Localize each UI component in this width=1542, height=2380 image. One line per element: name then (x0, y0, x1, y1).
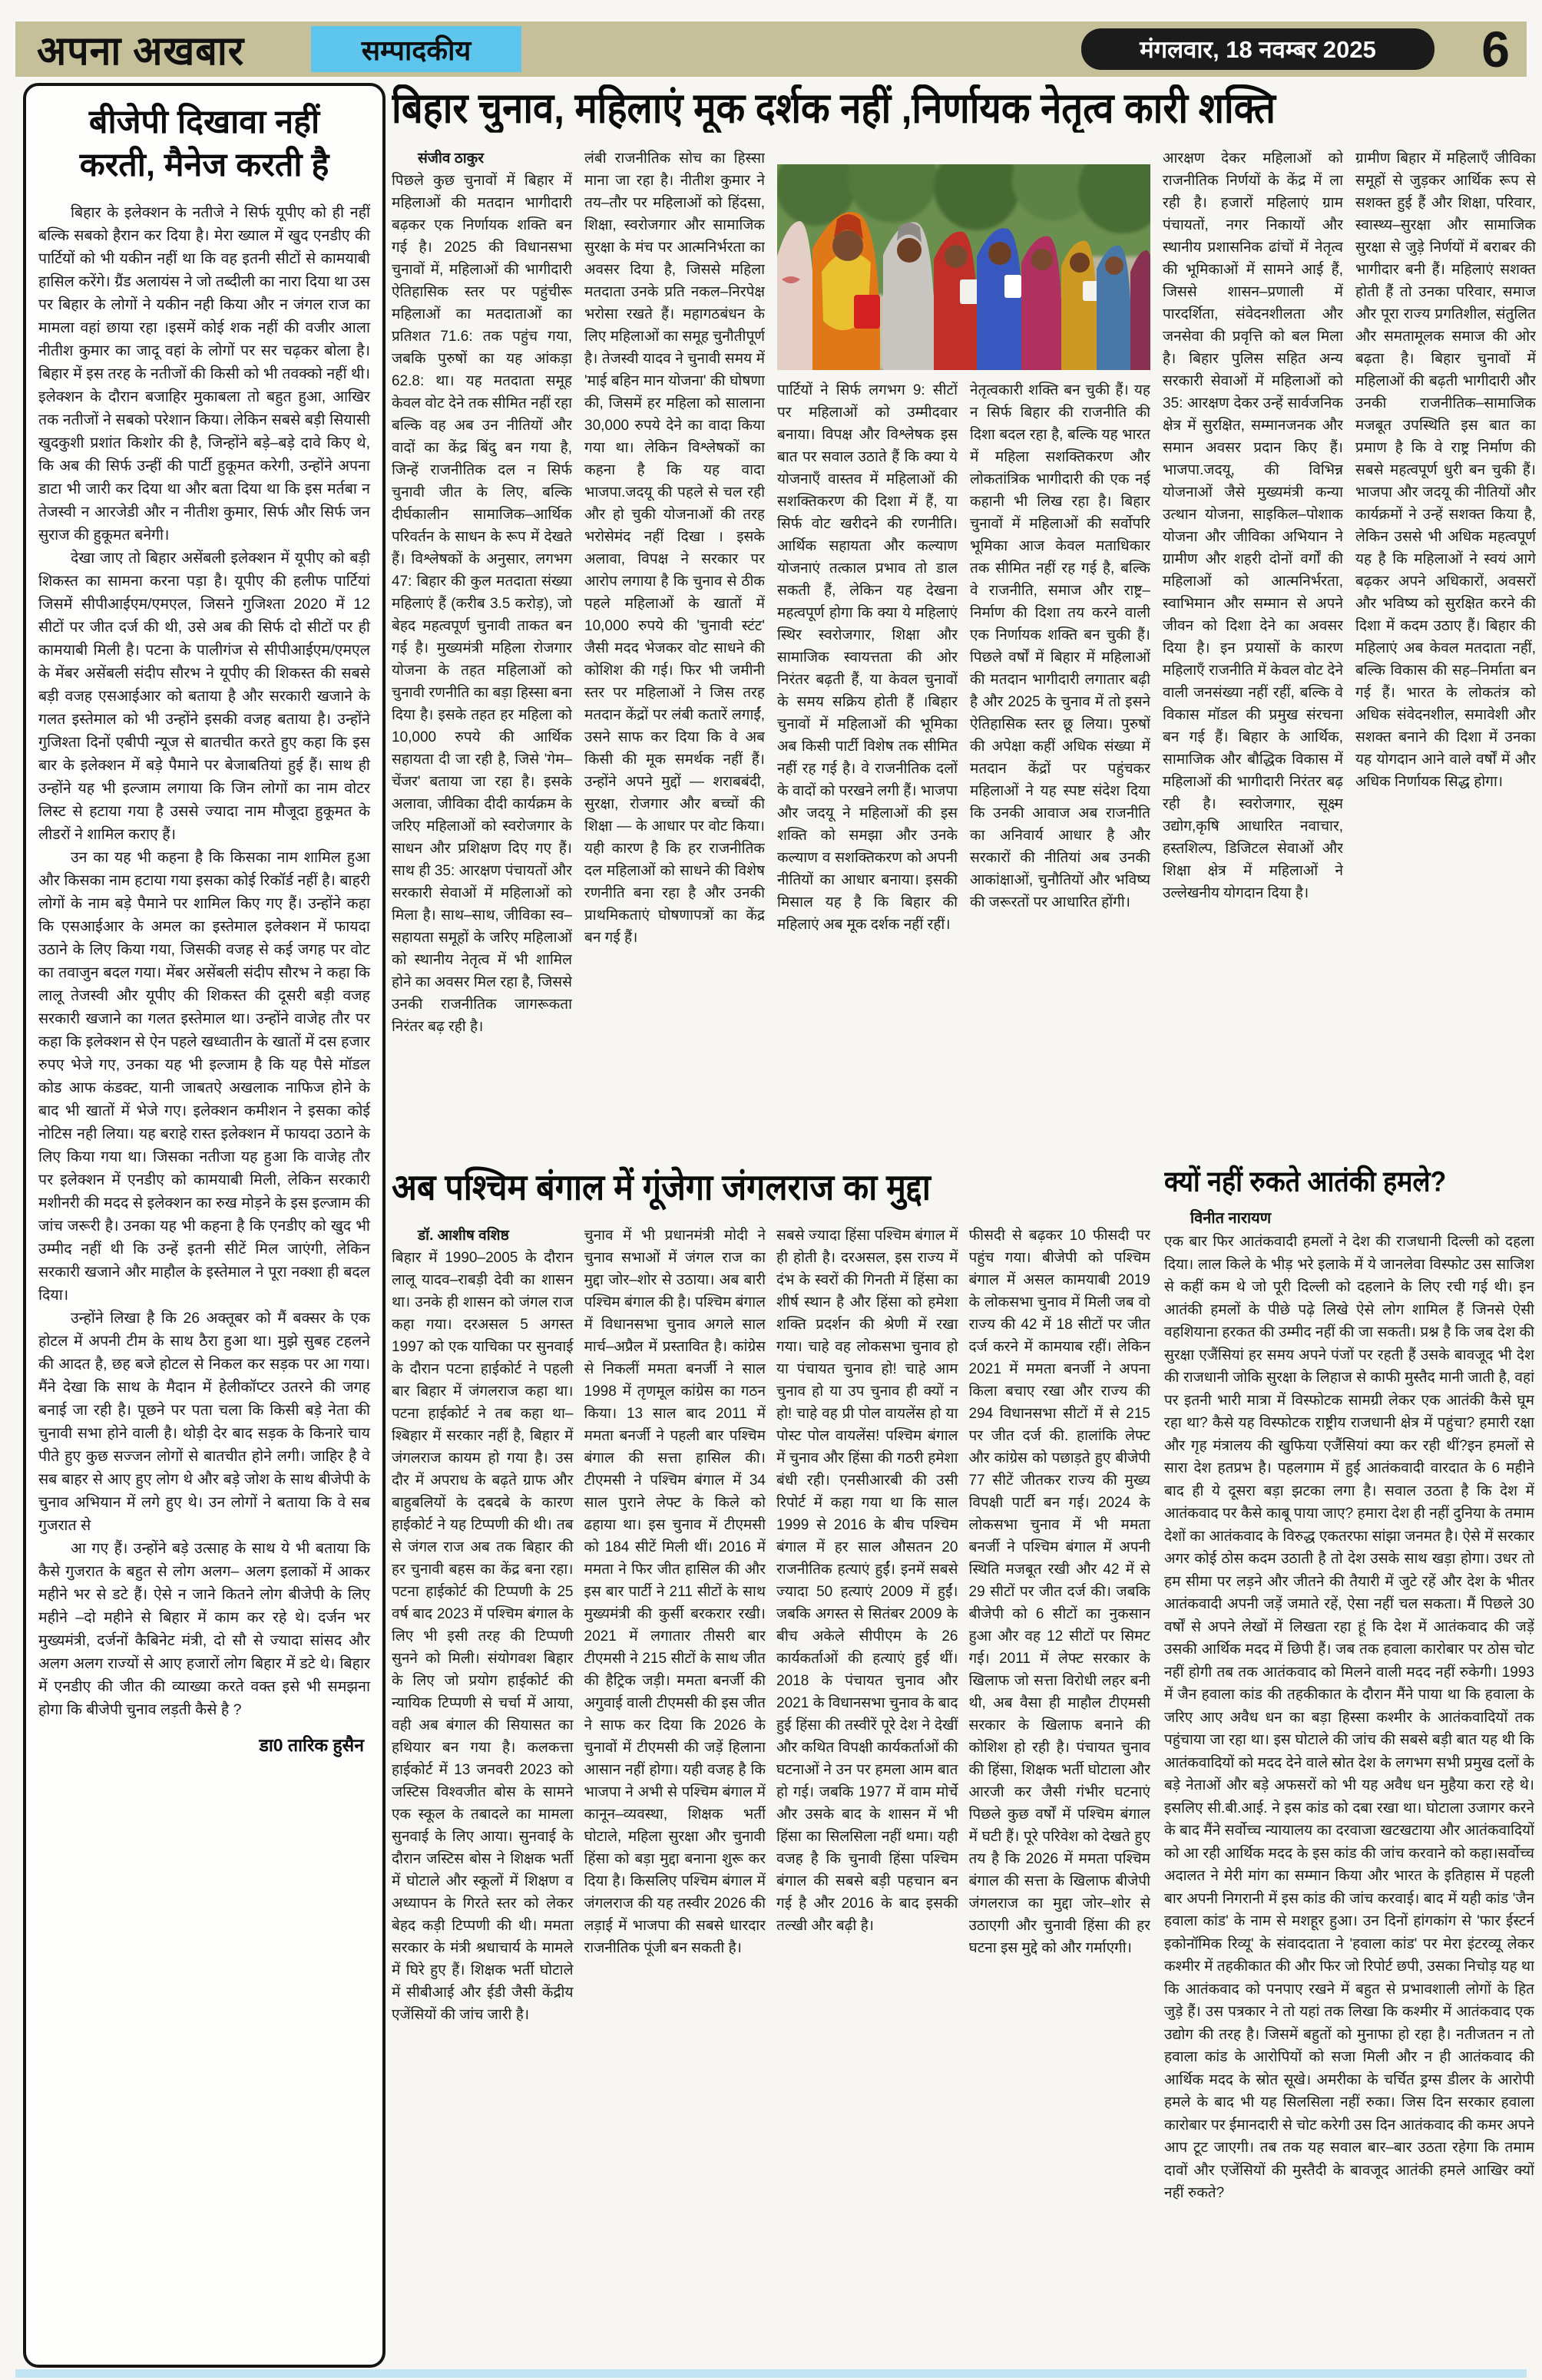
masthead-title: अपना अखबार (37, 28, 245, 74)
women-voters-photo (777, 164, 1150, 370)
bihar-col-5: आरक्षण देकर महिलाओं को राजनीतिक निर्णयों के केंद्र में ला रही है। हजारों महिलाएं ग्राम पंचायतों, नगर निकायों और स्थानीय प्रशासनिक ढांचों में नेतृत्व की भूमिकाओं में सामने आई हैं, जिससे शासन–प्रणाली में पारदर्शिता, संवेदनशीलता और जनसेवा की प्रवृत्ति को बल मिला है। बिहार पुलिस सहित अन्य सरकारी सेवाओं में महिलाओं को 35: आरक्षण देकर उन्हें सार्वजनिक क्षेत्र में सुरक्षित, सम्मानजनक और समान अवसर प्रदान किए हैं। भाजपा.जदयू, की विभिन्न योजनाओं जैसे मुख्यमंत्री कन्या उत्थान योजना, साइकिल–पोशाक योजना और जीविका अभियान ने ग्रामीण और शहरी दोनों वर्गों की महिलाओं को आत्मनिर्भरता, स्वाभिमान और सम्मान से अपने जीवन को दिशा देने का अवसर दिया है। इन प्रयासों के कारण महिलाएँ राजनीति में केवल वोट देने वाली जनसंख्या नहीं रहीं, बल्कि वे विकास मॉडल की प्रमुख संरचना बन गई हैं। बिहार के आर्थिक, सामाजिक और बौद्धिक विकास में महिलाओं की भागीदारी निरंतर बढ़ रही है। स्वरोजगार, सूक्ष्म उद्योग,कृषि आधारित नवाचार, हस्तशिल्प, डिजिटल सेवाओं और शिक्षा क्षेत्र में महिलाओं ने उल्लेखनीय योगदान दिया है। (1163, 150, 1343, 902)
bjp-headline-line2: करती, मैनेज करती है (79, 146, 329, 183)
bihar-col-2: लंबी राजनीतिक सोच का हिस्सा माना जा रहा है। नीतीश कुमार ने तय–तौर पर महिलाओं को हिंदसा, शिक्षा, स्वरोजगार और सामाजिक सुरक्षा के मंच पर आत्मनिर्भरता का अवसर दिया है, जिससे महिला मतदाता उनके प्रति नकल–निरपेक्ष भरोसा रखते हैं। महागठबंधन के लिए महिलाओं का समूह चुनौतीपूर्ण है। तेजस्वी यादव ने चुनावी समय में 'माई बहिन मान योजना' की घोषणा की, जिसमें हर महिला को सालाना 30,000 रुपये देने का वादा किया गया था। लेकिन विश्लेषकों का कहना है कि यह वादा भाजपा.जदयू की पहले से चल रही और हो चुकी योजनाओं की तरह भरोसेमंद नहीं दिखा । इसके अलावा, विपक्ष ने सरकार पर आरोप लगाया है कि चुनाव से ठीक पहले महिलाओं के खातों में 10,000 रुपये की 'चुनावी स्टंट' जैसी मदद भेजकर वोट साधने की कोशिश की गई। फिर भी जमीनी स्तर पर महिलाओं ने जिस तरह मतदान केंद्रों पर लंबी कतारें लगाईं, उसने साफ कर दिया कि वे अब किसी की मूक समर्थक नहीं हैं। उन्होंने अपने मुद्दों — शराबबंदी, सुरक्षा, रोजगार और बच्चों की शिक्षा — के आधार पर वोट किया। यही कारण है कि हर राजनीतिक दल महिलाओं को साधने की विशेष रणनीति बना रहा है और उनकी प्राथमिकताएं घोषणापत्रों का केंद्र बन गई हैं। (584, 150, 765, 947)
terror-article-text: एक बार फिर आतंकवादी हमलों ने देश की राजधानी दिल्ली को दहला दिया। लाल किले के भीड़ भरे इलाके में ये जानलेवा विस्फोट उस साजिश से कहीं कम थे जो पूरी दिल्ली को दहलाने के लिए रची गई थी। इन आतंकी हमलों के पीछे पढ़े लिखे ऐसे लोग शामिल हैं जिनसे ऐसी वहशियाना हरकत की उम्मीद नहीं की जा सकती। प्रश्न है कि जब देश की सुरक्षा एजैंसियां हर समय अपने पंजों पर रहती हैं उसके बावजूद भी देश की राजधानी जोकि सुरक्षा के लिहाज से काफी मुस्तैद मानी जाती है, वहां पर इतनी भारी मात्रा में विस्फोटक सामग्री लेकर एक आतंकी कैसे घूम रहा था? कैसे यह विस्फोटक राष्ट्रीय राजधानी क्षेत्र में पहुंचा? हमारी रक्षा और गृह मंत्रालय की खुफिया एजैंसियां क्या कर रही थीं?इन हमलों से सारा देश हतप्रभ है। पहलगाम में हुई आतंकवादी वारदात के 6 महीने बाद ही ये दूसरा बड़ा झटका लगा है। सवाल उठता है कि देश में आतंकवाद पर कैसे काबू पाया जाए? हमारा देश ही नहीं दुनिया के तमाम देशों का आतंकवाद के विरुद्ध एकतरफा सांझा जनमत है। ऐसे में सरकार अगर कोई ठोस कदम उठाती है तो देश उसके साथ खड़ा होगा। उधर तो हम सीमा पर लड़ने और जीतने की तैयारी में जुटे रहें और देश के भीतर आतंकवादी अपनी जड़ें जमाते रहें, ऐसा नहीं चल सकता। मैं पिछले 30 वर्षों से अपने लेखों में लिखता रहा हूं कि देश में आतंकवाद की जड़ें उसकी आर्थिक मदद में छिपी हैं। जब तक हवाला कारोबार पर ठोस चोट नहीं होगी तब तक आतंकवाद को मिलने वाली मदद नहीं रुकेगी। 1993 में जैन हवाला कांड की तहकीकात के दौरान मैंने पाया था कि हवाला के जरिए आए अवैध धन का बड़ा हिस्सा कश्मीर के आतंकवादियों तक पहुंचाया जा रहा था। इस घोटाले की जांच की सबसे बड़ी बात यह थी कि आतंकवादियों को मदद देने वाले स्रोत देश के लगभग सभी प्रमुख दलों के बड़े नेताओं और बड़े अफसरों को भी यह अवैध धन मुहैया करा रहे थे। इसलिए सी.बी.आई. ने इस कांड को दबा रखा था। घोटाला उजागर करने के बाद मैंने सर्वोच्च न्यायालय का दरवाजा खटखटाया और आतंकवादियों को आ रही आर्थिक मदद के इस कांड की जांच करवाने को कहा।सर्वोच्च अदालत ने मेरी मांग का सम्मान किया और भारत के इतिहास में पहली बार अपनी निगरानी में इस कांड की जांच करवाई। बाद में यही कांड 'जैन हवाला कांड' के नाम से मशहूर हुआ। उन दिनों हांगकांग से 'फार ईस्टर्न इकोनॉमिक रिव्यू' के संवाददाता ने 'हवाला कांड' पर मेरा इंटरव्यू लेकर कश्मीर में तहकीकात की और फिर जो रिपोर्ट छपी, उसका निचोड़ यह था कि आतंकवाद को पनपाए रखने में बहुत से प्रभावशाली लोगों के हित जुड़े हैं। उस पत्रकार ने तो यहां तक लिखा कि कश्मीर में आतंकवाद एक उद्योग की तरह है। जिसमें बहुतों को मुनाफा हो रहा है। नतीजतन न तो हवाला कांड के आरोपियों को सजा मिली और न ही आतंकवाद की आर्थिक मदद के स्रोत सूखे। अमरीका के चर्चित ड्रग्स डीलर के आरोपी हमले के बाद भी यह सिलसिला नहीं रुका। जिस दिन सरकार हवाला कारोबार पर ईमानदारी से चोट करेगी उस दिन आतंकवाद की कमर अपने आप टूट जाएगी। तब तक यह सवाल बार–बार उठता रहेगा कि तमाम दावों और एजेंसियों की मुस्तैदी के बावजूद आतंकी हमले आखिर क्यों नहीं रुकते? (1164, 1234, 1534, 2201)
article-terror-attacks (1164, 1161, 1534, 2368)
bjp-paragraph: उन्होंने लिखा है कि 26 अक्तूबर को मैं बक्सर के एक होटल में अपनी टीम के साथ ठैरा हुआ था। मुझे सुबह टहलने की आदत है, छह बजे होटल से निकल कर सड़क पर आ गया। मैंने देखा कि साथ के मैदान में हेलीकॉप्टर उतरने की जगह बनाई जा रही है। पूछने पर पता चला कि किसी बड़े नेता की चुनावी सभा होने वाली है। थोड़ी देर बाद सड़क के किनारे चाय पीते हुए कुछ सज्जन लोगों से बातचीत होने लगी। जाहिर है वे सब बाहर से आए हुए लोग थे और बड़े जोश के साथ बीजेपी के चुनाव अभियान में लगे हुए थे। उन लोगों ने बताया कि वे सब गुजरात से (38, 1309, 370, 1534)
page-number: 6 (1481, 21, 1510, 78)
article-bihar-women (392, 81, 1536, 1156)
wb-col-4: फीसदी से बढ़कर 10 फीसदी पर पहुंच गया। बीजेपी को पश्चिम बंगाल में असल कामयाबी 2019 के लोकसभा चुनाव में मिली जब वो राज्य की 42 में 18 सीटों पर जीत दर्ज करने में कामयाब रहीं। लेकिन 2021 में ममता बनर्जी ने अपना किला बचाए रखा और राज्य की 294 विधानसभा सीटों में से 215 पर जीत दर्ज की. हालांकि लेफ्ट और कांग्रेस को पछाड़ते हुए बीजेपी 77 सीटें जीतकर राज्य की मुख्य विपक्षी पार्टी बन गई। 2024 के लोकसभा चुनाव में भी ममता बनर्जी ने पश्चिम बंगाल में अपनी स्थिति मजबूत रखी और 42 में से 29 सीटों पर जीत दर्ज की। जबकि बीजेपी को 6 सीटों का नुकसान हुआ और वह 12 सीटों पर सिमट गई। 2011 में लेफ्ट सरकार के खिलाफ जो सत्ता विरोधी लहर बनी थी, अब वैसा ही माहौल टीएमसी सरकार के खिलाफ बनाने की कोशिश हो रही है। पंचायत चुनाव की हिंसा, शिक्षक भर्ती घोटाला और आरजी कर जैसी गंभीर घटनाएं पिछले कुछ वर्षों में पश्चिम बंगाल में घटी हैं। पूरे परिवेश को देखते हुए तय है कि 2026 में ममता पश्चिम बंगाल की सत्ता के खिलाफ बीजेपी जंगलराज का मुद्दा जोर–शोर से उठाएगी और चुनावी हिंसा की हर घटना इस मुद्दे को और गर्माएगी। (968, 1228, 1150, 1956)
bjp-paragraph: बिहार के इलेक्शन के नतीजे ने सिर्फ यूपीए को ही नहीं बल्कि सबको हैरान कर दिया है। मेरा ख्याल में खुद एनडीए की पार्टियों को भी यकीन नहीं था कि वह इतनी सीटों से कामयाबी हासिल करेंगे। ग्रैंड अलायंस ने जो तब्दीली का नारा दिया था उस पर बिहार के लोगों ने यकीन नही किया और न जंगल राज का मामला वहां छाया रहा ।इसमें कोई शक नहीं की वजीर आला नीतीश कुमार का जादू वहां के लोगों पर सर चढ़कर बोला है। बिहार में इस तरह के नतीजों की किसी को भी तवक्को नहीं थी। इलेक्शन के दौरान बजाहिर मुकाबला तो बहुत हुआ, आखिर तक नतीजों ने सबको परेशान किया। लेकिन सबसे बड़ी सियासी खुदकुशी प्रशांत किशोर की है, जिन्होंने बड़े–बड़े दावे किए थे, कि अब की सिर्फ उन्हीं की पार्टी हुकूमत करेगी, उन्होंने अपना डाटा भी जारी कर दिया था और बता दिया था कि इस मर्तबा न तेजस्वी न आरजेडी और न नीतीश कुमार, सिर्फ और सिर्फ जन सुराज की हुकूमत बनेगी। (38, 203, 370, 544)
bjp-paragraph: उन का यह भी कहना है कि किसका नाम शामिल हुआ और किसका नाम हटाया गया इसका कोई रिकॉर्ड नहीं है। बाहरी लोगों के नाम बड़े पैमाने पर शामिल किए गए हैं। उन्होंने कहा कि एसआईआर के अमल का इस्तेमाल इलेक्शन में फायदा उठाने के लिए किया गया, जिसकी वजह से कई जगह पर वोट का तवाजुन बदल गया। मेंबर असेंबली संदीप सौरभ ने कहा कि लालू तेजस्वी और यूपीए की शिकस्त की दूसरी बड़ी वजह सरकारी खजाने का गलत इस्तेमाल था। उन्होंने वाजेह तौर पर कहा कि इलेक्शन से ऐन पहले खध्वातीन के खातों में दस हजार रुपए भेजे गए, उनका यह भी इल्जाम है कि यह पैसे मॉडल कोड आफ कंडक्ट, यानी जाबतऐ अखलाक नाफिज होने के बाद भी खातों में भेजे गए। इलेक्शन कमीशन ने इसका कोई नोटिस नही लिया। यह बराहे रास्त इलेक्शन में फायदा उठाने के लिए किया गया था। जिसका नतीजा यह हुआ कि वाजेह तौर पर इलेक्शन में एनडीए को कामयाबी मिली, लेकिन सरकारी मशीनरी की मदद से इलेक्शन का रुख मोड़ने के इस इल्जाम की जांच जरूरी है। उनका यह भी कहना है कि एनडीए को खुद भी उम्मीद नहीं थी कि उन्हें इतनी सीटें मिल जाएंगी, लेकिन सरकारी खजाने और माहौल के इस्तेमाल ने पूरा नक्शा ही बदल दिया। (38, 848, 370, 1304)
wb-col-3: सबसे ज्यादा हिंसा पश्चिम बंगाल में ही होती है। दरअसल, इस राज्य में दंभ के स्वरों की गिनती में हिंसा का शीर्ष स्थान है और हिंसा को हमेशा शक्ति प्रदर्शन की श्रेणी में रखा गया। चाहे वह लोकसभा चुनाव हो या पंचायत चुनाव हो! चाहे आम चुनाव हो या उप चुनाव ही क्यों न हो! चाहे वह प्री पोल वायलेंस हो या पोस्ट पोल वायलेंस! पश्चिम बंगाल में चुनाव और हिंसा की गठरी हमेशा बंधी रही। एनसीआरबी की उसी रिपोर्ट में कहा गया था कि साल 1999 से 2016 के बीच पश्चिम बंगाल में हर साल औसतन 20 राजनीतिक हत्याएं हुईं। इनमें सबसे ज्यादा 50 हत्याएं 2009 में हुईं। जबकि अगस्त से सितंबर 2009 के बीच अकेले सीपीएम के 26 कार्यकर्ताओं की हत्याएं हुई थीं। 2018 के पंचायत चुनाव और 2021 के विधानसभा चुनाव के बाद हुई हिंसा की तस्वीरें पूरे देश ने देखीं और कथित विपक्षी कार्यकर्ताओं की घटनाओं ने उन पर हमला आम बात हो गई। जबकि 1977 में वाम मोर्चे और उसके बाद के शासन में भी हिंसा का सिलसिला नहीं थमा। यही वजह है कि चुनावी हिंसा पश्चिम बंगाल की सबसे बड़ी पहचान बन गई है और 2016 के बाद इसकी तल्खी और बढ़ी है। (776, 1228, 958, 1934)
terror-article-byline: विनीत नारायण (1190, 1210, 1272, 1227)
date-badge: मंगलवार, 18 नवम्बर 2025 (1081, 28, 1434, 70)
terror-article-headline: क्यों नहीं रुकते आतंकी हमले? (1164, 1165, 1447, 1198)
women-voters-photo-art (777, 164, 1150, 370)
wb-col-2: चुनाव में भी प्रधानमंत्री मोदी ने चुनाव सभाओं में जंगल राज का मुद्दा जोर–शोर से उठाया। अब बारी पश्चिम बंगाल की है। पश्चिम बंगाल में विधानसभा चुनाव अगले साल मार्च–अप्रैल में प्रस्तावित है। कांग्रेस से निकलीं ममता बनर्जी ने साल 1998 में तृणमूल कांग्रेस का गठन किया। 13 साल बाद 2011 में ममता बनर्जी ने पहली बार पश्चिम बंगाल की सत्ता हासिल की। टीएमसी ने पश्चिम बंगाल में 34 साल पुराने लेफ्ट के किले को ढहाया था। इस चुनाव में टीएमसी को 184 सीटें मिली थीं। 2016 में ममता ने फिर जीत हासिल की और इस बार पार्टी ने 211 सीटों के साथ मुख्यमंत्री की कुर्सी बरकरार रखी। 2021 में लगातार तीसरी बार टीएमसी ने 215 सीटों के साथ जीत की हैट्रिक जड़ी। ममता बनर्जी की अगुवाई वाली टीएमसी की इस जीत ने साफ कर दिया कि 2026 के चुनावों में टीएमसी की जड़ें हिलाना आसान नहीं होगा। यही वजह है कि भाजपा ने अभी से पश्चिम बंगाल में कानून–व्यवस्था, शिक्षक भर्ती घोटाले, महिला सुरक्षा और चुनावी हिंसा को बड़ा मुद्दा बनाना शुरू कर दिया है। किसलिए पश्चिम बंगाल में जंगलराज की यह तस्वीर 2026 की लड़ाई में भाजपा की सबसे धारदार राजनीतिक पूंजी बन सकती है। (584, 1228, 766, 1956)
section-label: सम्पादकीय (311, 26, 521, 72)
bjp-paragraph: देखा जाए तो बिहार असेंबली इलेक्शन में यूपीए को बड़ी शिकस्त का सामना करना पड़ा है। यूपीए की हलीफ पार्टियां जिसमें सीपीआईएम/एमएल, जिसने गुजिश्ता 2020 में 12 सीटों पर जीत दर्ज की थी, उसे अब की सिर्फ दो सीटों पर ही कामयाबी मिली है। पटना के पालीगंज से सीपीआईएम/एमएल के मेंबर असेंबली संदीप सौरभ ने यूपीए की शिकस्त की सबसे बड़ी वजह एसआईआर को बताया है और सरकारी खजाने के गलत इस्तेमाल को भी उन्होंने इसकी वजह बताया है। उन्होंने गुजिश्ता दिनों एबीपी न्यूज से बातचीत करते हुए कहा कि इस बार के इलेक्शन में बड़े पैमाने पर बेजाबतियां हुई हैं। साथ ही उन्होंने यह भी इल्जाम लगाया कि जिन लोगों का नाम वोटर लिस्ट से हटाया गया है उससे ज्यादा नाम मौजूदा हुकूमत के लीडरों ने शामिल कराए हैं। (38, 549, 370, 843)
wb-article-headline: अब पश्चिम बंगाल में गूंजेगा जंगलराज का मुद्दा (392, 1167, 931, 1208)
bihar-col-6: ग्रामीण बिहार में महिलाएँ जीविका समूहों से जुड़कर आर्थिक रूप से सशक्त हुई हैं और शिक्षा, परिवार, स्वास्थ्य–सुरक्षा और सामाजिक सुरक्षा से जुड़े निर्णयों में बराबर की भागीदार बनी हैं। महिलाएं सशक्त होती हैं तो उनका परिवार, समाज और पूरा राज्य प्रगतिशील, संतुलित और समतामूलक समाज की ओर बढ़ता है। बिहार चुनावों में महिलाओं की बढ़ती भागीदारी और उनकी राजनीतिक–सामाजिक मजबूत उपस्थिति इस बात का प्रमाण है कि वे राष्ट्र निर्माण की सबसे महत्वपूर्ण धुरी बन चुकी हैं। भाजपा और जदयू की नीतियों और कार्यक्रमों ने उन्हें सशक्त किया है, लेकिन उससे भी अधिक महत्वपूर्ण यह है कि महिलाओं ने स्वयं आगे बढ़कर अपने अधिकारों, अवसरों और भविष्य को सुरक्षित करने की दिशा में कदम उठाए हैं। बिहार की महिलाएं अब केवल मतदाता नहीं, बल्कि विकास की सह–निर्माता बन गई हैं। भारत के लोकतंत्र को अधिक संवेदनशील, समावेशी और सशक्त बनाने की दिशा में उनका यह योगदान आने वाले वर्षों में और अधिक निर्णायक सिद्ध होगा। (1355, 150, 1536, 791)
bihar-article-body (392, 147, 1536, 1145)
bihar-col-1-text: पिछले कुछ चुनावों में बिहार में महिलाओं की मतदान भागीदारी बढ़कर एक निर्णायक शक्ति बन गई है। 2025 की विधानसभा चुनावों में, महिलाओं की भागीदारी ऐतिहासिक स्तर पर पहुंचीरू महिलाओं का मतदाताओं का प्रतिशत 71.6: तक पहुंच गया, जबकि पुरुषों का यह आंकड़ा 62.8: था। यह मतदाता समूह केवल वोट देने तक सीमित नहीं रहा बल्कि वह अब उन नीतियों और वादों का केंद्र बिंदु बन गया है, जिन्हें राजनीतिक दल न सिर्फ चुनावी जीत के लिए, बल्कि दीर्घकालीन सामाजिक–आर्थिक परिवर्तन के साधन के रूप में देखते हैं। विश्लेषकों के अनुसार, लगभग 47: बिहार की कुल मतदाता संख्या महिलाएं हैं (करीब 3.5 करोड़), जो बेहद महत्वपूर्ण चुनावी ताकत बन गई है। मुख्यमंत्री महिला रोजगार योजना के तहत महिलाओं को चुनावी रणनीति का बड़ा हिस्सा बना दिया है। इसके तहत हर महिला को 10,000 रुपये की आर्थिक सहायता दी जा रही है, जिसे 'गेम–चेंजर' बताया जा रहा है। इसके अलावा, जीविका दीदी कार्यक्रम के जरिए महिलाओं को स्वरोजगार के साधन और प्रशिक्षण दिए गए हैं। साथ ही 35: आरक्षण पंचायतों और सरकारी सेवाओं में महिलाओं को मिला है। साथ–साथ, जीविका स्व–सहायता समूहों के जरिए महिलाओं को स्थानीय नेतृत्व में भी शामिल होने का अवसर मिल रहा है, जिससे उनकी राजनीतिक जागरूकता निरंतर बढ़ रही है। (392, 173, 572, 1036)
bjp-article-body (38, 201, 370, 1721)
bihar-col-1 (392, 147, 572, 1145)
bjp-article-byline: डा0 तारिक हुसैन (259, 1734, 364, 1755)
wb-col-1-text: बिहार में 1990–2005 के दौरान लालू यादव–राबड़ी देवी का शासन था। उनके ही शासन को जंगल राज कहा गया। दरअसल 5 अगस्त 1997 को एक याचिका पर सुनवाई के दौरान पटना हाईकोर्ट ने पहली बार बिहार में जंगलराज कहा था। पटना हाईकोर्ट ने तब कहा था– श्बिहार में सरकार नहीं है, बिहार में जंगलराज कायम हो गया है। उस दौर में अपराध के बढ़ते ग्राफ और बाहुबलियों के दबदबे के कारण हाईकोर्ट ने यह टिप्पणी की थी। तब से जंगल राज अब तक बिहार की हर चुनावी बहस का केंद्र बना रहा। पटना हाईकोर्ट की टिप्पणी के 25 वर्ष बाद 2023 में पश्चिम बंगाल के लिए भी इसी तरह की टिप्पणी सुनने को मिली। संयोगवश बिहार के लिए जो प्रयोग हाईकोर्ट की न्यायिक टिप्पणी से चर्चा में आया, वही अब बंगाल की सियासत का हथियार बन गया है। कलकत्ता हाईकोर्ट में 13 जनवरी 2023 को जस्टिस विश्वजीत बोस के सामने एक स्कूल के तबादले का मामला सुनवाई के लिए आया। सुनवाई के दौरान जस्टिस बोस ने शिक्षक भर्ती में घोटाले और स्कूलों में शिक्षण व अध्यापन के गिरते स्तर को लेकर बेहद कड़ी टिप्पणी की थी। ममता सरकार के मंत्री श्रधाचार्य के मामले में घिरे हुए हैं। शिक्षक भर्ती घोटाले में सीबीआई और ईडी जैसी केंद्रीय एजेंसियों की जांच जारी है। (392, 1250, 574, 2023)
footer-rule (15, 2369, 1527, 2378)
bihar-article-byline: संजीव ठाकुर (418, 150, 485, 167)
wb-article-body (392, 1225, 1150, 2365)
page-header (15, 21, 1527, 77)
bjp-paragraph: आ गए हैं। उन्होंने बड़े उत्साह के साथ ये भी बताया कि कैसे गुजरात के बहुत से लोग अलग– अलग इलाकों में आकर महीने भर से डटे हैं। ऐसे न जाने कितने लोग बीजेपी के लिए महीने –दो महीने से बिहार में काम कर रहे थे। दर्जन भर मुख्यमंत्री, दर्जनों कैबिनेट मंत्री, दो सौ से ज्यादा सांसद और अलग अलग राज्यों से आए हजारों लोग बिहार में डटे थे। बिहार में एनडीए की जीत की व्याख्या करते वक्त इसे भी समझना होगा कि बीजेपी चुनाव लड़ती कैसे है ? (38, 1539, 370, 1718)
article-bjp-box (23, 83, 386, 2368)
bihar-col-4: नेतृत्वकारी शक्ति बन चुकी हैं। यह न सिर्फ बिहार की राजनीति की दिशा बदल रहा है, बल्कि यह भारत में महिला सशक्तिकरण और लोकतांत्रिक भागीदारी की एक नई कहानी भी लिख रहा है। बिहार चुनावों में महिलाओं की सर्वोपरि भूमिका आज केवल मताधिकार तक सीमित नहीं रह गई है, बल्कि वे राजनीति, समाज और राष्ट्र–निर्माण की दिशा तय करने वाली एक निर्णायक शक्ति बन चुकी हैं। पिछले वर्षों में बिहार में महिलाओं की मतदान भागीदारी लगातार बढ़ी है और 2025 के चुनाव में तो इसने ऐतिहासिक स्तर छू लिया। पुरुषों की अपेक्षा कहीं अधिक संख्या में मतदान केंद्रों पर पहुंचकर महिलाओं ने यह स्पष्ट संदेश दिया कि उनकी आवाज अब राजनीति का अनिवार्य आधार है और सरकारों की नीतियां अब उनकी आकांक्षाओं, चुनौतियों और भविष्य की जरूरतों पर आधारित होंगी। (970, 382, 1150, 911)
bihar-col-3: पार्टियों ने सिर्फ लगभग 9: सीटों पर महिलाओं को उम्मीदवार बनाया। विपक्ष और विश्लेषक इस बात पर सवाल उठाते हैं कि क्या ये योजनाएँ वास्तव में महिलाओं की सशक्तिकरण की दिशा में हैं, या सिर्फ वोट खरीदने की रणनीति। आर्थिक सहायता और कल्याण योजनाएं तत्काल प्रभाव तो डाल सकती हैं, लेकिन यह देखना महत्वपूर्ण होगा कि क्या ये महिलाएं स्थिर स्वरोजगार, शिक्षा और सामाजिक स्वायत्तता की ओर निरंतर बढ़ती हैं, या केवल चुनावों के समय सक्रिय होती हैं ।बिहार चुनावों में महिलाओं की भूमिका अब किसी पार्टी विशेष तक सीमित नहीं रह गई है। वे राजनीतिक दलों के वादों को परखने लगी हैं। भाजपा और जदयू ने महिलाओं की इस शक्ति को समझा और उनके कल्याण व सशक्तिकरण को अपनी नीतियों का आधार बनाया। इसकी मिसाल यह है कि बिहार की महिलाएं अब मूक दर्शक नहीं रहीं। (777, 382, 958, 934)
wb-col-1 (392, 1225, 574, 2365)
bjp-headline-line1: बीजेपी दिखावा नहीं (88, 104, 320, 140)
bjp-article-headline (38, 101, 370, 187)
terror-article-body (1164, 1231, 1534, 2345)
bihar-article-headline: बिहार चुनाव, महिलाएं मूक दर्शक नहीं ,निर्णायक नेतृत्व कारी शक्ति (392, 85, 1276, 132)
wb-article-byline: डॉ. आशीष वशिष्ठ (418, 1228, 509, 1244)
article-west-bengal (392, 1161, 1150, 2368)
